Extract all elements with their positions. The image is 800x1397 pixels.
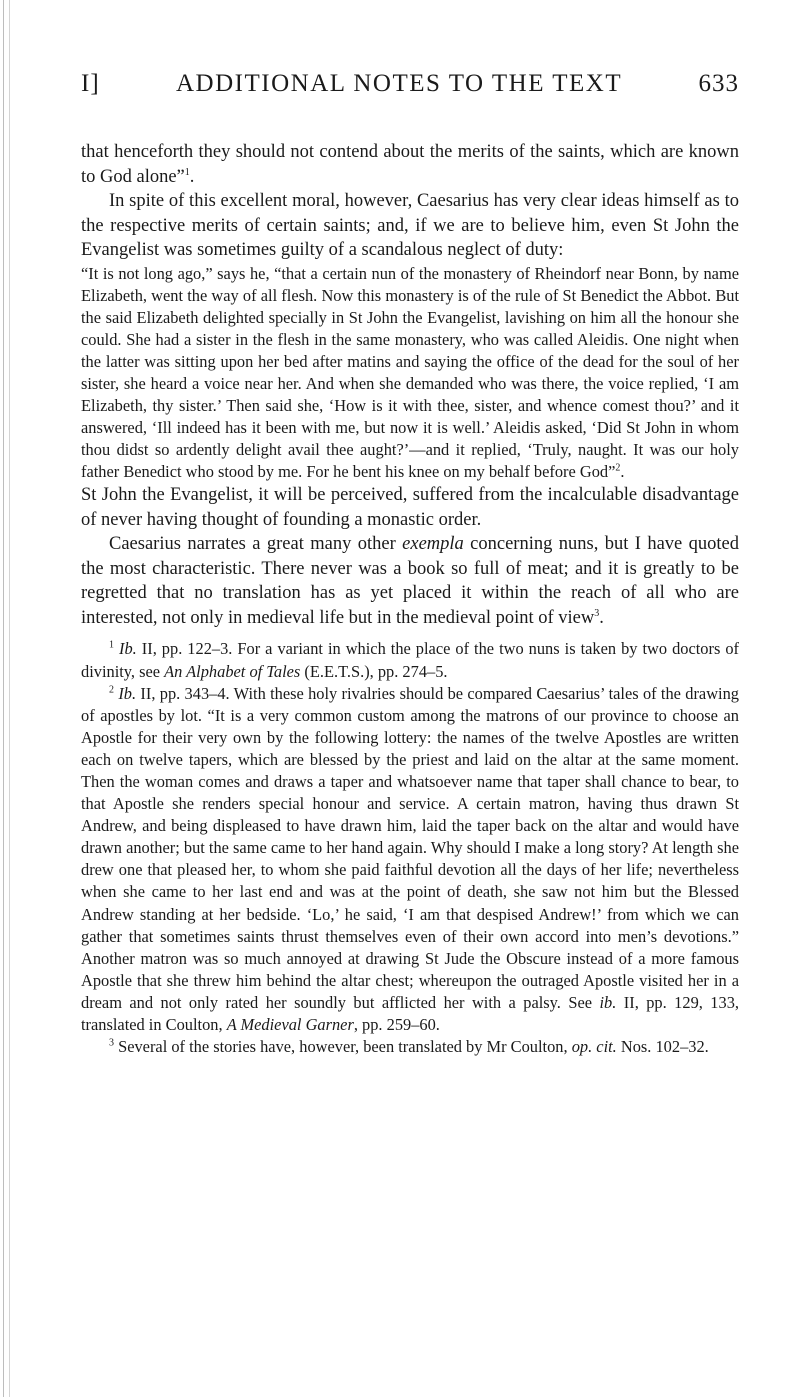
footnote-ref-3: 3 (594, 607, 600, 619)
footnote-ref-1: 1 (184, 166, 190, 178)
running-title: ADDITIONAL NOTES TO THE TEXT (176, 70, 623, 97)
paragraph-continuation: that henceforth they should not contend about the merits of the saints, which are known to God alone”$^1$. (81, 142, 739, 187)
page-binding-edge (0, 0, 14, 1397)
page-number: 633 (698, 70, 739, 97)
main-text (81, 140, 739, 630)
book-page (81, 70, 739, 1058)
footnote-ref-2: 2 (615, 462, 621, 474)
paragraph-st-john: St John the Evangelist, it will be perceived, suffered from the incalculable disadvantage of never having thought of founding a monastic order. (81, 485, 739, 530)
footnote-1: $^1$ Ib. II, pp. 122–3. For a variant in which the place of the two nuns is taken by two doctors of divinity, see An Alphabet of Tales (E.E.T.S.), pp. 274–5. (81, 639, 739, 681)
footnotes (81, 638, 739, 1058)
footnote-2: $^2$ Ib. II, pp. 343–4. With these holy rivalries should be compared Caesarius’ tales of the drawing of apostles by lot. “It is a very common custom among the matrons of our province to choose an Apostle for their very own by the following lottery: the names of the twelve Apostles are written each on twelve tapers, which are blessed by the priest and laid on the altar at the same moment. Then the woman comes and draws a taper and whatsoever name that taper shall chance to bear, to that Apostle she renders special honour and service. A certain matron, having thus drawn St Andrew, and being displeased to have drawn him, laid the taper back on the altar and would have drawn another; but the same came to her hand again. Why should I make a long story? At length she drew one that pleased her, to whom she paid faithful devotion all the days of her life; nevertheless when she came to her last end and was at the point of death, she saw not him but the Blessed Andrew standing at her bedside. ‘Lo,’ he said, ‘I am that despised Andrew!’ from which we can gather that sometimes saints thrust themselves even of their own accord into men’s devotions.” Another matron was so much annoyed at drawing St Jude the Obscure instead of a more famous Apostle that she threw him behind the altar chest; whereupon the outraged Apostle visited her in a dream and not only rated her soundly but afflicted her with a palsy. See ib. II, pp. 129, 133, translated in Coulton, A Medieval Garner, pp. 259–60. (81, 683, 739, 1035)
chapter-marker: I] (81, 70, 100, 97)
paragraph-exempla: Caesarius narrates a great many other exempla concerning nuns, but I have quoted the most characteristic. There never was a book so full of meat; and it is greatly to be regretted that no translation has as yet placed it within the reach of all who are interested, not only in medieval life but in the medieval point of view$^3$. (81, 534, 739, 628)
running-header (81, 70, 739, 112)
footnote-3: $^3$ Several of the stories have, however, been translated by Mr Coulton, op. cit. Nos. 102–32. (109, 1037, 709, 1057)
paragraph-caesarius-merits: In spite of this excellent moral, however, Caesarius has very clear ideas himself as to the respective merits of certain saints; and, if we are to believe him, even St John the Evangelist was sometimes guilty of a scandalous neglect of duty: (81, 191, 739, 260)
block-quote-elizabeth: “It is not long ago,” says he, “that a certain nun of the monastery of Rheindorf near Bonn, by name Elizabeth, went the way of all flesh. Now this monastery is of the rule of St Benedict the Abbot. But the said Elizabeth delighted specially in St John the Evangelist, lavishing on him all the honour she could. She had a sister in the flesh in the same monastery, who was called Aleidis. One night when the latter was sitting upon her bed after matins and saying the office of the dead for the soul of her sister, she heard a voice near her. And when she demanded who was there, the voice replied, ‘I am Elizabeth, thy sister.’ Then said she, ‘How is it with thee, sister, and whence comest thou?’ and it answered, ‘Ill indeed has it been with me, but now it is well.’ Aleidis asked, ‘Did St John in whom thou didst so ardently delight avail thee aught?’—and it replied, ‘Truly, naught. It was our holy father Benedict who stood by me. For he bent his knee on my behalf before God”$^2$. (81, 263, 739, 482)
